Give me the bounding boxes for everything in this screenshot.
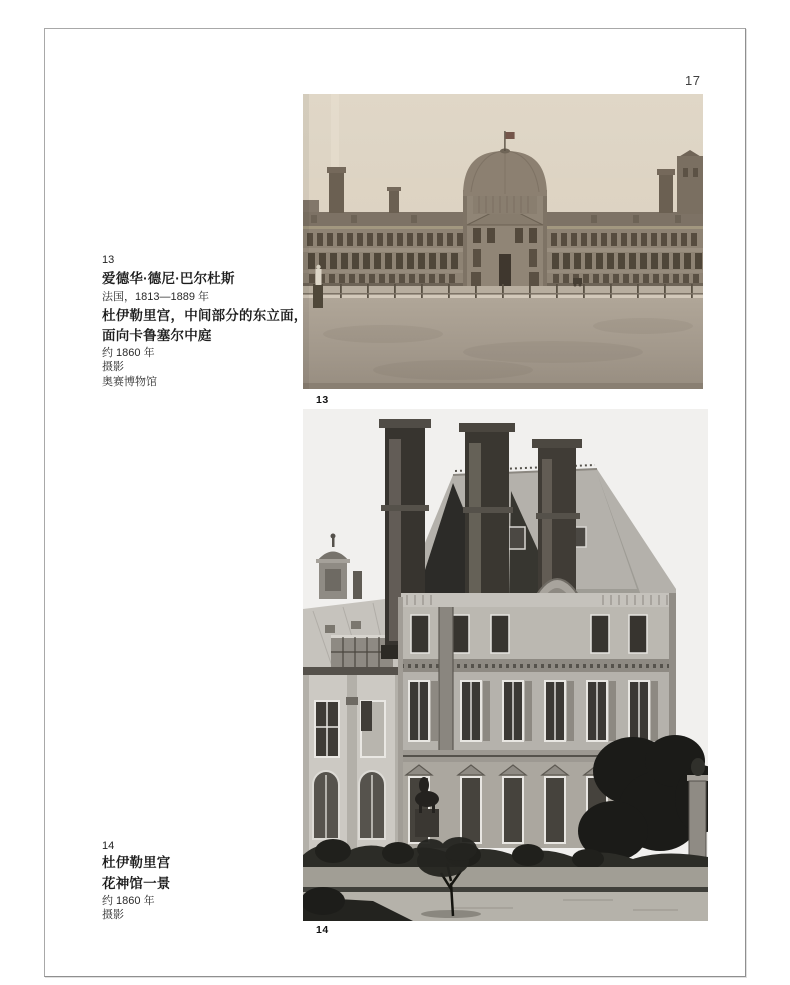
caption-13-collection: 奥赛博物馆	[102, 375, 157, 388]
photo-14-pavillon-de-flore	[303, 409, 708, 921]
caption-13-medium: 摄影	[102, 361, 124, 373]
right-pavilion	[677, 150, 703, 214]
photo-13-illustration	[303, 94, 703, 389]
caption-13-artist: 爱德华·德尼·巴尔杜斯	[102, 271, 235, 286]
caption-13-number: 13	[102, 254, 115, 266]
figure-label-13: 13	[316, 394, 329, 406]
book-page	[44, 28, 746, 977]
palace-door	[499, 254, 511, 286]
caption-14-title-line2: 花神馆一景	[102, 875, 171, 891]
caption-13-title-line2: 面向卡鲁塞尔中庭	[102, 328, 212, 343]
photo-13-tuileries-east-facade	[303, 94, 703, 389]
caption-14-title-line1: 杜伊勒里宫	[102, 855, 171, 870]
page-number: 17	[685, 73, 701, 88]
figure-label-14: 14	[316, 924, 329, 936]
caption-14	[102, 839, 317, 923]
caption-14-medium: 摄影	[102, 909, 124, 921]
caption-14-number: 14	[102, 840, 115, 852]
caption-13	[102, 252, 317, 389]
caption-13-title-line1: 杜伊勒里宫，中间部分的东立面，	[102, 308, 308, 323]
caption-14-date: 约 1860 年	[102, 895, 155, 907]
caption-13-dates: 法国，1813—1889 年	[102, 291, 209, 303]
ornate-chimney-2	[459, 423, 515, 607]
caption-13-date: 约 1860 年	[102, 347, 155, 359]
photo-14-illustration	[303, 409, 708, 921]
